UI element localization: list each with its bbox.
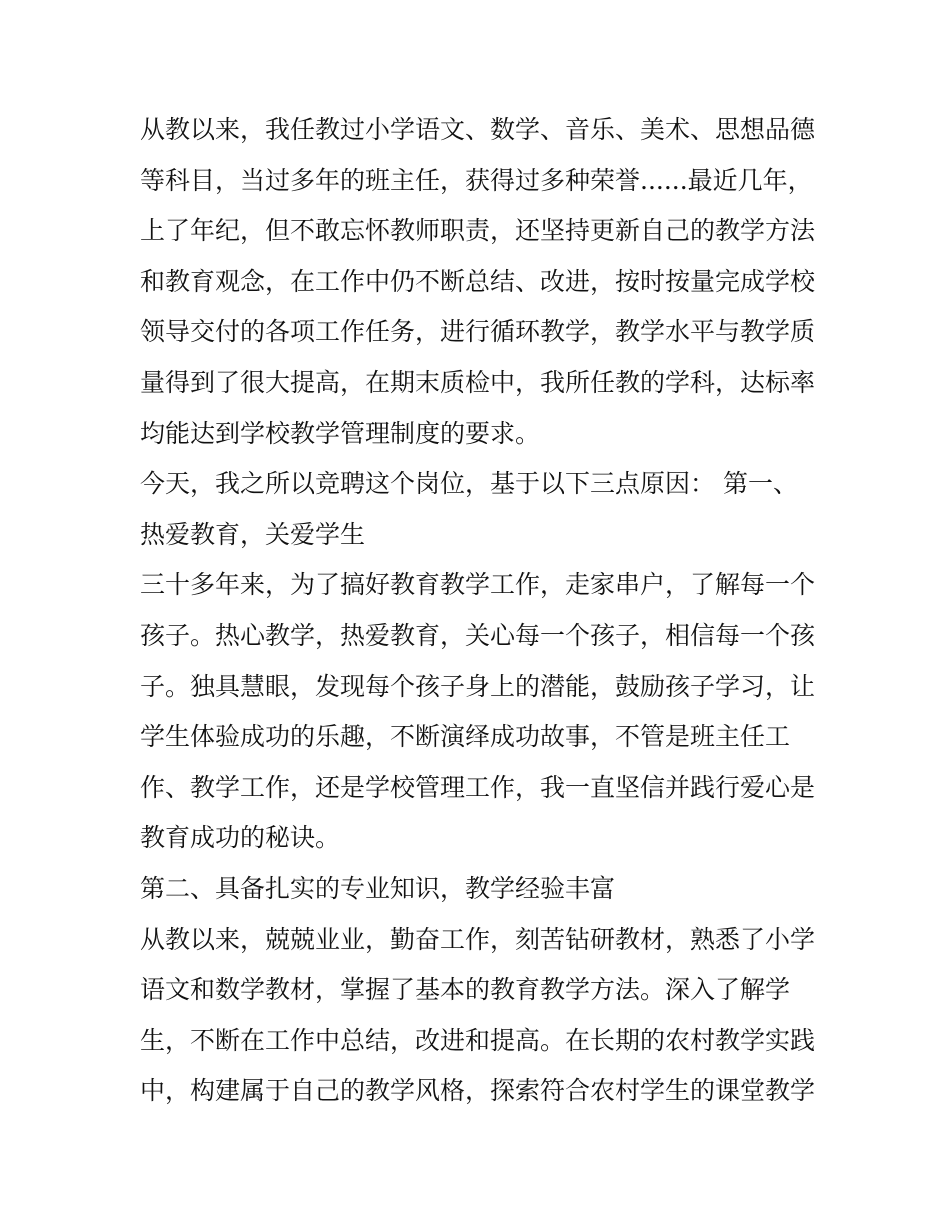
- section-heading-2: 第二、具备扎实的专业知识，教学经验丰富: [140, 873, 616, 903]
- text-line: 和教育观念，在工作中仍不断总结、改进，按时按量完成学校: [140, 266, 816, 296]
- text-line: 学生体验成功的乐趣，不断演绎成功故事，不管是班主任工: [140, 722, 791, 752]
- document-body-text: [140, 105, 830, 1117]
- text-line: 今天，我之所以竞聘这个岗位，基于以下三点原因： 第一、: [140, 469, 798, 499]
- text-line: 领导交付的各项工作任务，进行循环教学，教学水平与教学质: [140, 317, 816, 347]
- text-line: 均能达到学校教学管理制度的要求。: [140, 418, 541, 448]
- text-line: 三十多年来，为了搞好教育教学工作，走家串户，了解每一个: [140, 570, 816, 600]
- text-line: 子。独具慧眼，发现每个孩子身上的潜能，鼓励孩子学习，让: [140, 671, 816, 701]
- text-line: 从教以来，我任教过小学语文、数学、音乐、美术、思想品德: [140, 115, 816, 144]
- text-line: 语文和数学教材，掌握了基本的教育教学方法。深入了解学: [140, 975, 791, 1005]
- text-line: 量得到了很大提高，在期末质检中，我所任教的学科，达标率: [140, 367, 816, 397]
- text-line: 教育成功的秘诀。: [140, 823, 341, 853]
- text-line: 从教以来，兢兢业业，勤奋工作，刻苦钻研教材，熟悉了小学: [140, 924, 816, 954]
- text-line: 孩子。热心教学，热爱教育，关心每一个孩子，相信每一个孩: [140, 620, 816, 650]
- text-line: 上了年纪，但不敢忘怀教师职责，还坚持更新自己的教学方法: [140, 216, 816, 246]
- section-heading-1: 热爱教育，关爱学生: [140, 519, 366, 549]
- text-line: 生，不断在工作中总结，改进和提高。在长期的农村教学实践: [140, 1025, 816, 1055]
- text-line: 中，构建属于自己的教学风格，探索符合农村学生的课堂教学: [140, 1076, 816, 1106]
- text-line: 作、教学工作，还是学校管理工作，我一直坚信并践行爱心是: [140, 772, 816, 802]
- text-line: 等科目，当过多年的班主任，获得过多种荣誉......最近几年，: [140, 165, 813, 195]
